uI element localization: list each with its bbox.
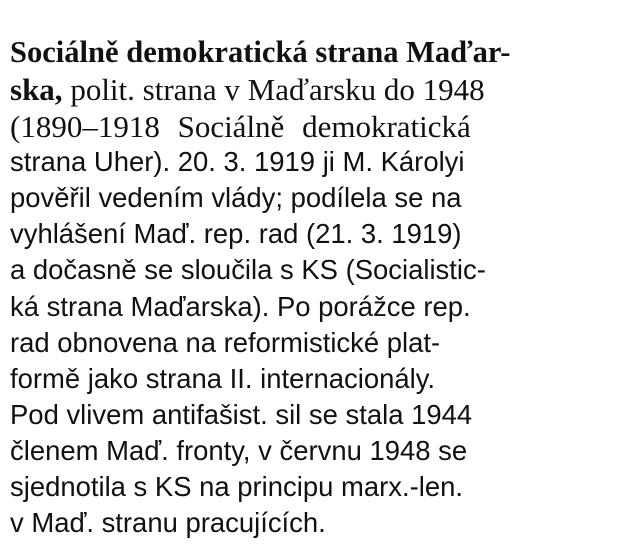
entry-text: vyhlášení Maď. rep. rad (21. 3. 1919) (10, 218, 462, 249)
headword: Sociálně demokratická strana Maďar- (10, 34, 511, 69)
entry-line-3 (10, 108, 471, 146)
entry-line-8 (10, 288, 471, 326)
entry-line-5 (10, 179, 462, 217)
entry-line-2 (10, 71, 485, 109)
entry-line-14 (10, 504, 326, 542)
entry-line-13 (10, 468, 463, 506)
entry-text: pověřil vedením vlády; podílela se na (10, 182, 462, 213)
entry-text: v Maď. stranu pracujících. (10, 507, 326, 538)
entry-line-12 (10, 432, 467, 470)
entry-text: a dočasně se sloučila s KS (Socialistic- (10, 254, 486, 285)
entry-text: ká strana Maďarska). Po porážce rep. (10, 291, 471, 322)
entry-text: polit. strana v Maďarsku do 1948 (62, 72, 485, 107)
entry-text: sjednotila s KS na principu marx.-len. (10, 471, 463, 502)
entry-text: členem Maď. fronty, v červnu 1948 se (10, 435, 468, 466)
entry-text: formě jako strana II. internacionály. (10, 363, 436, 394)
entry-text: strana Uher). 20. 3. 1919 ji M. Károlyi (10, 146, 465, 177)
entry-text: (1890–1918 Sociálně demokratická (10, 109, 471, 144)
entry-line-11 (10, 396, 472, 434)
entry-line-10 (10, 360, 435, 398)
entry-line-1 (10, 33, 510, 71)
headword-continuation: ska, (10, 72, 63, 107)
entry-line-9 (10, 324, 440, 362)
entry-text: rad obnovena na reformistické plat- (10, 327, 441, 358)
entry-line-6 (10, 215, 462, 253)
entry-line-7 (10, 251, 486, 289)
entry-line-4 (10, 143, 464, 181)
entry-text: Pod vlivem antifašist. sil se stala 1944 (10, 399, 473, 430)
